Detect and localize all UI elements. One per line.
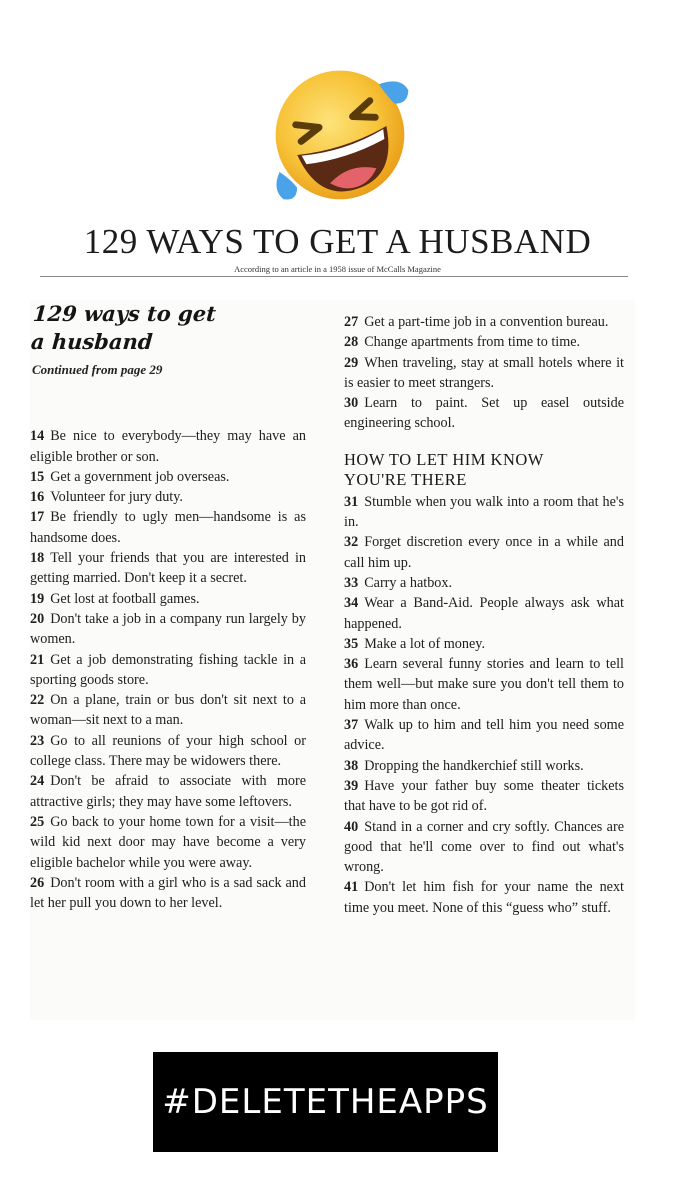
item-text: Tell your friends that you are interested in getting married. Don't keep it a secret. — [30, 550, 306, 587]
banner-text: #DELETETHEAPPS — [162, 1082, 489, 1122]
list-item — [344, 492, 624, 533]
list-item — [344, 715, 624, 756]
list-item — [30, 731, 306, 772]
list-item — [30, 507, 306, 548]
item-number: 35 — [344, 635, 359, 652]
item-text: Don't let him fish for your name the next time you meet. None of this “guess who” stuff. — [344, 879, 624, 916]
divider — [40, 276, 628, 277]
item-number: 29 — [344, 354, 359, 371]
item-text: Go back to your home town for a visit—the wild kid next door may have become a very eligible bachelor while you were away. — [30, 813, 306, 871]
continued-note: Continued from page 29 — [32, 362, 163, 377]
item-text: Walk up to him and tell him you need some advice. — [344, 717, 624, 754]
rolling-on-floor-laughing-emoji-icon — [262, 55, 418, 211]
list-item — [30, 548, 306, 589]
list-item — [344, 756, 624, 776]
list-item — [344, 634, 624, 654]
list-item — [30, 487, 306, 507]
item-text: Don't room with a girl who is a sad sack and let her pull you down to her level. — [30, 874, 306, 912]
item-number: 33 — [344, 574, 359, 591]
list-item — [344, 776, 624, 817]
section-heading — [344, 450, 624, 490]
article-heading-line1: 129 ways to get — [32, 301, 217, 326]
item-text: Get a job demonstrating fishing tackle in a sporting goods store. — [30, 651, 306, 688]
item-number: 14 — [30, 428, 45, 445]
list-item — [344, 353, 624, 394]
item-text: Change apartments from time to time. — [364, 334, 581, 351]
item-number: 34 — [344, 595, 359, 612]
list-item — [30, 690, 306, 731]
item-number: 17 — [30, 509, 45, 526]
item-number: 18 — [30, 550, 45, 567]
item-text: Forget discretion every once in a while and call him up. — [344, 534, 624, 571]
item-number: 36 — [344, 656, 359, 673]
item-number: 28 — [344, 334, 359, 351]
list-item — [344, 654, 624, 715]
item-number: 39 — [344, 777, 359, 794]
list-item — [344, 573, 624, 593]
article-heading-line2: a husband — [30, 329, 154, 354]
item-number: 30 — [344, 395, 359, 412]
item-text: Stumble when you walk into a room that he's in. — [344, 493, 624, 531]
item-text: Get lost at football games. — [50, 590, 200, 607]
section-heading-line1: HOW TO LET HIM KNOW — [344, 449, 544, 469]
list-item — [30, 467, 306, 487]
list-item — [30, 609, 306, 650]
item-text: Go to all reunions of your high school or college class. There may be widowers there. — [30, 732, 306, 770]
item-number: 27 — [344, 314, 359, 330]
item-text: Carry a hatbox. — [364, 574, 453, 591]
item-number: 26 — [30, 874, 45, 891]
list-item — [344, 593, 624, 634]
item-text: Volunteer for jury duty. — [50, 489, 183, 506]
magazine-scan — [30, 300, 635, 1020]
item-number: 16 — [30, 489, 45, 506]
item-text: Get a part-time job in a convention bureau. — [364, 314, 609, 330]
item-number: 32 — [344, 534, 359, 551]
item-text: On a plane, train or bus don't sit next to a woman—sit next to a man. — [30, 692, 306, 729]
list-item — [344, 532, 624, 573]
item-text: Don't be afraid to associate with more attractive girls; they may have some leftovers. — [30, 773, 306, 810]
list-item — [344, 817, 624, 878]
list-item — [30, 812, 306, 873]
list-item — [344, 332, 624, 352]
item-number: 37 — [344, 717, 359, 734]
item-text: Be nice to everybody—they may have an eligible brother or son. — [30, 428, 306, 465]
item-text: Have your father buy some theater tickets that have to be got rid of. — [344, 777, 624, 815]
item-text: Get a government job overseas. — [50, 468, 230, 485]
item-number: 15 — [30, 468, 45, 485]
item-text: Make a lot of money. — [364, 635, 486, 652]
right-item-list-top — [344, 312, 624, 434]
list-item — [30, 426, 306, 467]
article-heading — [30, 300, 308, 356]
item-text: Don't take a job in a company run largely by women. — [30, 610, 306, 648]
item-text: When traveling, stay at small hotels where it is easier to meet strangers. — [344, 354, 624, 391]
list-item — [344, 312, 624, 332]
item-text: Wear a Band-Aid. People always ask what happened. — [344, 595, 624, 632]
hashtag-banner — [153, 1052, 498, 1152]
list-item — [30, 771, 306, 812]
item-number: 38 — [344, 757, 359, 774]
item-text: Learn several funny stories and learn to tell them well—but make sure you don't tell them to him more than once. — [344, 656, 624, 713]
item-number: 40 — [344, 818, 359, 835]
list-item — [30, 650, 306, 691]
left-item-list — [30, 426, 306, 913]
list-item — [344, 877, 624, 918]
page-subtitle: According to an article in a 1958 issue of McCalls Magazine — [234, 264, 441, 274]
item-number: 22 — [30, 692, 45, 709]
section-heading-line2: YOU'RE THERE — [344, 469, 467, 489]
item-number: 31 — [344, 493, 359, 510]
list-item — [344, 393, 624, 434]
item-text: Learn to paint. Set up easel outside engineering school. — [344, 395, 624, 432]
item-text: Be friendly to ugly men—handsome is as handsome does. — [30, 509, 306, 546]
left-column — [30, 300, 306, 913]
item-number: 25 — [30, 813, 45, 830]
item-text: Stand in a corner and cry softly. Chances are good that he'll come over to find out what's wrong. — [344, 818, 624, 876]
item-number: 24 — [30, 773, 45, 790]
list-item — [30, 589, 306, 609]
page-title: 129 WAYS TO GET A HUSBAND — [83, 222, 592, 261]
item-text: Dropping the handkerchief still works. — [364, 757, 584, 774]
item-number: 41 — [344, 879, 359, 896]
right-column — [344, 300, 624, 918]
item-number: 21 — [30, 651, 45, 668]
item-number: 20 — [30, 610, 45, 627]
right-item-list-bottom — [344, 492, 624, 918]
item-number: 23 — [30, 732, 45, 749]
item-number: 19 — [30, 590, 45, 607]
list-item — [30, 873, 306, 914]
